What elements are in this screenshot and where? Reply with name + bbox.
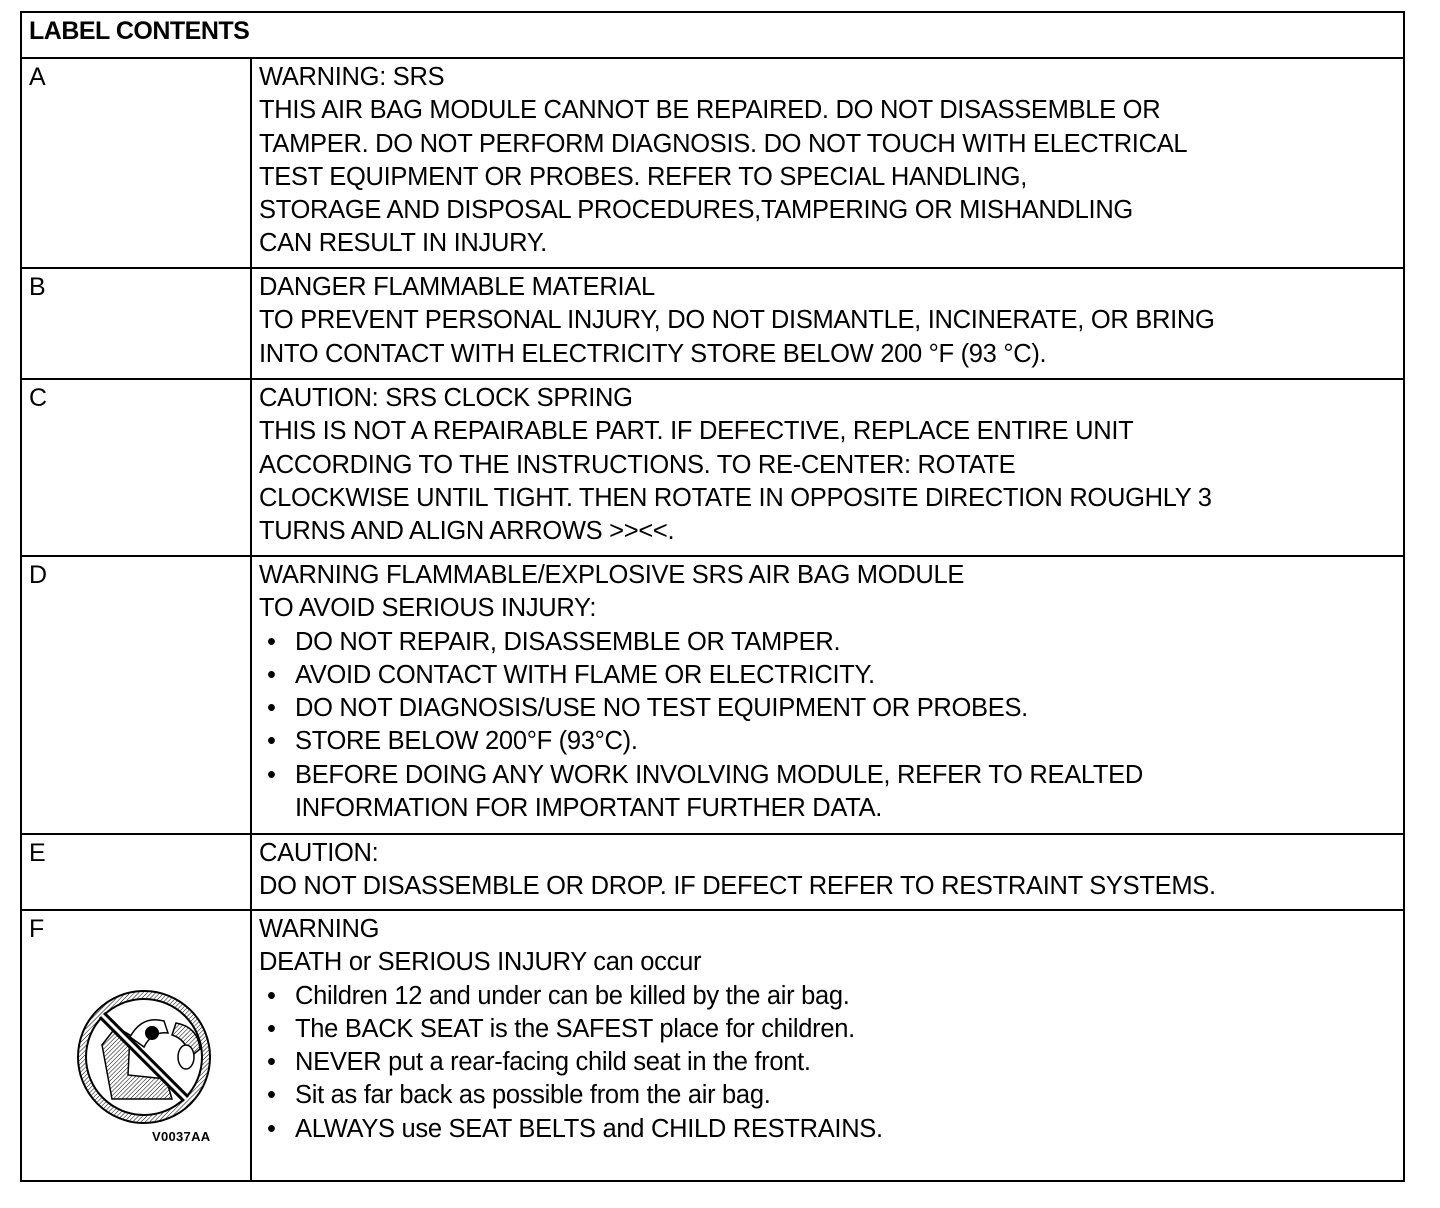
row-letter: F <box>29 915 45 943</box>
text-line: CAN RESULT IN INJURY. <box>259 229 547 258</box>
list-item <box>259 1079 1403 1112</box>
figure-code: V0037AA <box>152 1129 211 1144</box>
bullet-glyph: • <box>267 660 276 689</box>
text-line: WARNING: SRS <box>259 63 445 91</box>
text-line: THIS AIR BAG MODULE CANNOT BE REPAIRED. DO NOT DISASSEMBLE OR <box>259 96 1161 125</box>
list-item-text: AVOID CONTACT WITH FLAME OR ELECTRICITY. <box>295 660 875 689</box>
text-line: CAUTION: <box>259 839 379 867</box>
row-text <box>252 269 1403 378</box>
row-letter-cell <box>22 911 252 1180</box>
list-item-text: The BACK SEAT is the SAFEST place for children. <box>295 1014 855 1043</box>
row-text <box>252 380 1403 555</box>
table-row-d <box>22 555 1403 833</box>
list-item <box>259 1046 1403 1079</box>
text-line: DANGER FLAMMABLE MATERIAL <box>259 273 655 301</box>
bullet-glyph: • <box>267 1114 276 1143</box>
table-row-c <box>22 378 1403 555</box>
text-line: THIS IS NOT A REPAIRABLE PART. IF DEFECTIVE, REPLACE ENTIRE UNIT <box>259 417 1134 446</box>
list-item-continuation: INFORMATION FOR IMPORTANT FURTHER DATA. <box>295 794 883 823</box>
row-letter: A <box>22 59 252 267</box>
table-row-b <box>22 267 1403 378</box>
no-rear-facing-child-seat-icon <box>72 987 216 1127</box>
bullet-glyph: • <box>267 694 276 723</box>
table-row-f <box>22 909 1403 1180</box>
bullet-glyph: • <box>267 1081 276 1110</box>
list-item <box>259 759 1403 792</box>
list-item <box>259 692 1403 725</box>
row-letter: C <box>22 380 252 555</box>
row-text <box>252 59 1403 267</box>
text-line: CAUTION: SRS CLOCK SPRING <box>259 384 633 412</box>
text-line: TAMPER. DO NOT PERFORM DIAGNOSIS. DO NOT TOUCH WITH ELECTRICAL <box>259 129 1188 158</box>
row-letter: D <box>22 557 252 833</box>
list-item-text: NEVER put a rear-facing child seat in the front. <box>295 1048 811 1077</box>
row-text <box>252 835 1403 909</box>
list-item-text: Sit as far back as possible from the air bag. <box>295 1081 771 1110</box>
text-line: TURNS AND ALIGN ARROWS >><<. <box>259 517 675 546</box>
row-letter: E <box>22 835 252 909</box>
table-title: LABEL CONTENTS <box>29 17 250 45</box>
list-item <box>259 659 1403 692</box>
bullet-glyph: • <box>267 760 276 789</box>
list-item-text: ALWAYS use SEAT BELTS and CHILD RESTRAINS. <box>295 1114 883 1143</box>
table-row-a <box>22 57 1403 267</box>
list-item-text: STORE BELOW 200°F (93°C). <box>295 727 638 756</box>
text-line: DEATH or SERIOUS INJURY can occur <box>259 948 702 977</box>
text-line: ACCORDING TO THE INSTRUCTIONS. TO RE-CENTER: ROTATE <box>259 450 1016 479</box>
row-text <box>252 911 1403 1180</box>
bullet-glyph: • <box>267 981 276 1010</box>
row-text <box>252 557 1403 833</box>
text-line: TO PREVENT PERSONAL INJURY, DO NOT DISMANTLE, INCINERATE, OR BRING <box>259 306 1215 335</box>
text-line: DO NOT DISASSEMBLE OR DROP. IF DEFECT REFER TO RESTRAINT SYSTEMS. <box>259 872 1216 901</box>
text-line: TEST EQUIPMENT OR PROBES. REFER TO SPECIAL HANDLING, <box>259 162 1027 191</box>
list-item <box>259 980 1403 1013</box>
list-item-text: DO NOT REPAIR, DISASSEMBLE OR TAMPER. <box>295 627 841 656</box>
list-item <box>259 626 1403 659</box>
text-line: WARNING FLAMMABLE/EXPLOSIVE SRS AIR BAG MODULE <box>259 561 965 589</box>
bullet-glyph: • <box>267 1014 276 1043</box>
list-item <box>259 1113 1403 1146</box>
text-line: WARNING <box>259 915 380 943</box>
label-contents-table <box>20 11 1405 1182</box>
list-item-text: Children 12 and under can be killed by the air bag. <box>295 981 850 1010</box>
text-line: INTO CONTACT WITH ELECTRICITY STORE BELOW 200 °F (93 °C). <box>259 339 1047 368</box>
list-item-text: DO NOT DIAGNOSIS/USE NO TEST EQUIPMENT OR PROBES. <box>295 694 1028 723</box>
table-row-e <box>22 833 1403 909</box>
text-line: STORAGE AND DISPOSAL PROCEDURES,TAMPERING OR MISHANDLING <box>259 196 1133 225</box>
bullet-glyph: • <box>267 1048 276 1077</box>
text-line: TO AVOID SERIOUS INJURY: <box>259 594 597 623</box>
bullet-glyph: • <box>267 627 276 656</box>
bullet-glyph: • <box>267 727 276 756</box>
text-line: CLOCKWISE UNTIL TIGHT. THEN ROTATE IN OPPOSITE DIRECTION ROUGHLY 3 <box>259 483 1212 512</box>
row-letter: B <box>22 269 252 378</box>
list-item <box>259 1013 1403 1046</box>
table-header <box>22 13 1403 57</box>
list-item <box>259 725 1403 758</box>
list-item-text: BEFORE DOING ANY WORK INVOLVING MODULE, REFER TO REALTED <box>295 760 1143 789</box>
